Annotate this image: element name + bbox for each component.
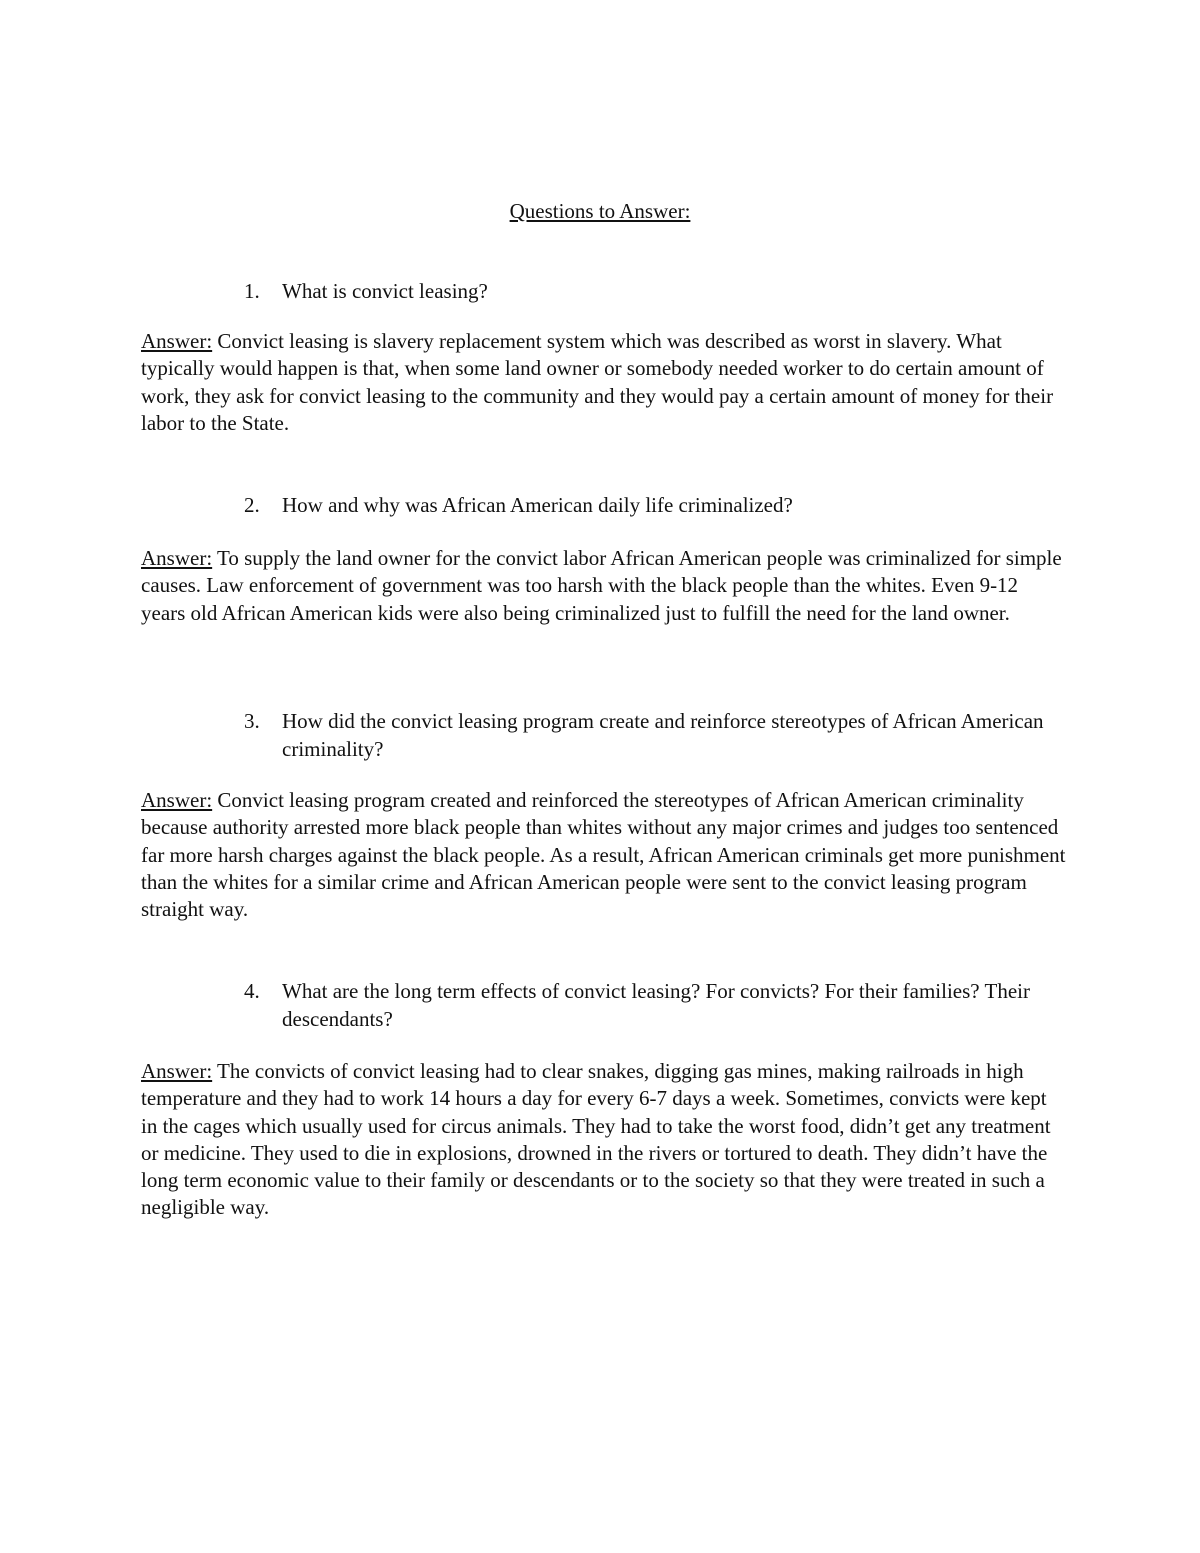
question-number: 1. bbox=[244, 279, 260, 303]
answer-label: Answer: bbox=[141, 1059, 213, 1083]
answer-1 bbox=[141, 328, 1066, 437]
answer-label: Answer: bbox=[141, 546, 213, 570]
question-4 bbox=[244, 977, 1044, 1033]
question-text: What is convict leasing? bbox=[282, 279, 488, 303]
question-2 bbox=[244, 491, 1044, 519]
question-number: 3. bbox=[244, 709, 260, 733]
question-1 bbox=[244, 277, 1044, 305]
answer-text: Convict leasing is slavery replacement system which was described as worst in slavery. What typically would happen is that, when some land owner or somebody needed worker to do certain amount of work, they ask for convict leasing to the community and they would pay a certain amount of money for their labor to the State. bbox=[141, 329, 1054, 435]
answer-label: Answer: bbox=[141, 329, 213, 353]
page-title: Questions to Answer: bbox=[509, 199, 691, 223]
answer-2 bbox=[141, 545, 1066, 627]
answer-4 bbox=[141, 1058, 1066, 1222]
answer-label: Answer: bbox=[141, 788, 213, 812]
question-number: 2. bbox=[244, 493, 260, 517]
answer-3 bbox=[141, 787, 1066, 923]
question-text: How did the convict leasing program create and reinforce stereotypes of African American criminality? bbox=[282, 709, 1044, 761]
answer-text: The convicts of convict leasing had to clear snakes, digging gas mines, making railroads in high temperature and they had to work 14 hours a day for every 6-7 days a week. Sometimes, convicts were kept in the cages which usually used for circus animals. They had to take the worst food, didn’t get any treatment or medicine. They used to die in explosions, drowned in the rivers or tortured to death. They didn’t have the long term economic value to their family or descendants or to the society so that they were treated in such a negligible way. bbox=[141, 1059, 1051, 1220]
answer-text: Convict leasing program created and reinforced the stereotypes of African American criminality because authority arrested more black people than whites without any major crimes and judges too sentenced far more harsh charges against the black people. As a result, African American criminals get more punishment than the whites for a similar crime and African American people were sent to the convict leasing program straight way. bbox=[141, 788, 1066, 922]
question-number: 4. bbox=[244, 979, 260, 1003]
question-text: How and why was African American daily life criminalized? bbox=[282, 493, 793, 517]
answer-text: To supply the land owner for the convict labor African American people was criminalized for simple causes. Law enforcement of government was too harsh with the black people than the whites. Even 9-12 years old African American kids were also being criminalized just to fulfill the need for the land owner. bbox=[141, 546, 1062, 625]
question-text: What are the long term effects of convict leasing? For convicts? For their families? Their descendants? bbox=[282, 979, 1030, 1031]
question-3 bbox=[244, 707, 1044, 763]
